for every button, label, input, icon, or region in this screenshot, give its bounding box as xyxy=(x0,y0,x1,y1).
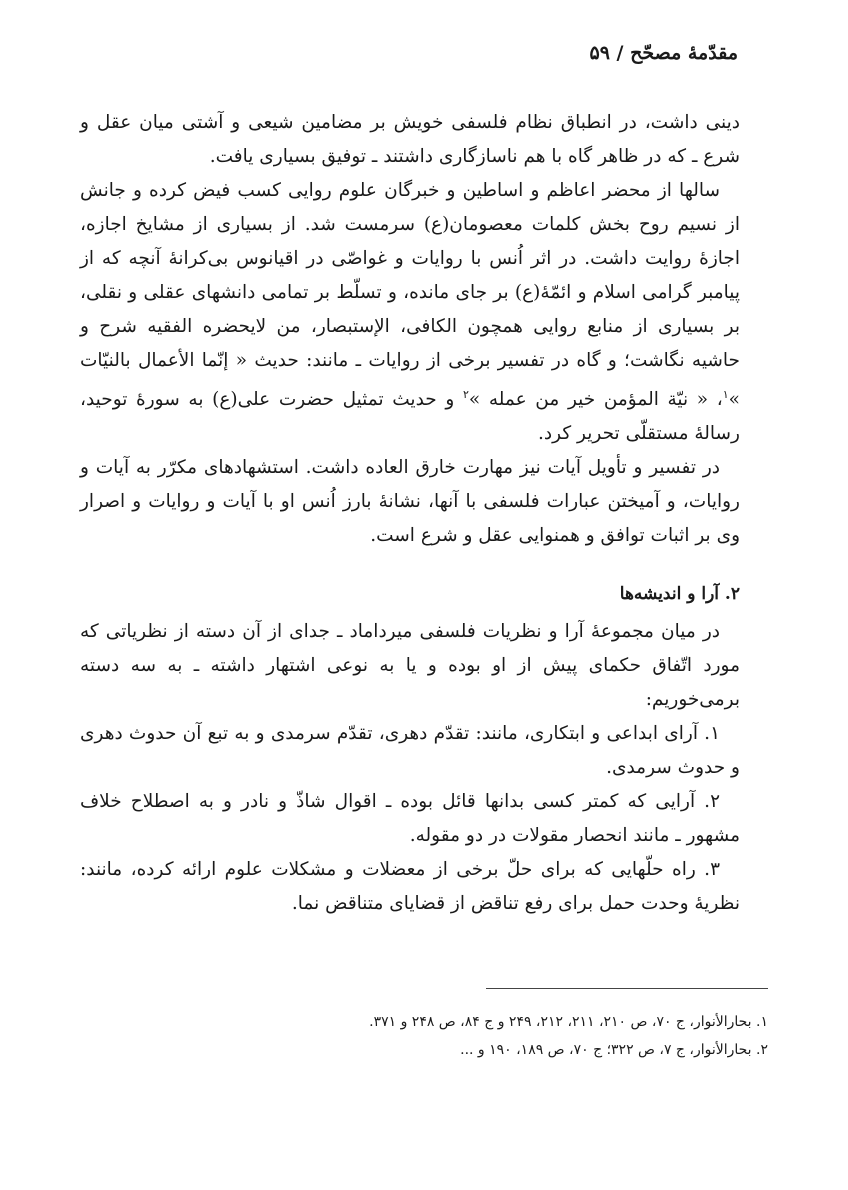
footnote-1: ۱. بحارالأنوار، ج ۷۰، ص ۲۱۰، ۲۱۱، ۲۱۲، ۲۴۹ و ج ۸۴، ص ۲۴۸ و ۳۷۱. xyxy=(369,1014,768,1030)
section-intro: در میان مجموعهٔ آرا و نظریات فلسفی میرداماد ـ جدای از آن دسته از نظریاتی که مورد اتّفاق حکمای پیش از او بوده و یا به نوعی اشتهار داشته ـ به سه دسته برمی‌خوریم: xyxy=(80,621,740,711)
footnote-ref-2: ۲ xyxy=(462,388,469,401)
footnotes xyxy=(168,1008,768,1064)
list-item-2: ۲. آرایی که کمتر کسی بدانها قائل بوده ـ اقوال شاذّ و نادر و به اصطلاح خلاف مشهور ـ مانند انحصار مقولات در دو مقوله. xyxy=(80,791,740,847)
section-heading: ۲. آرا و اندیشه‌ها xyxy=(619,584,740,605)
footnote-ref-1: ۱ xyxy=(722,388,729,401)
footnote-divider xyxy=(486,988,768,989)
paragraph-1: دینی داشت، در انطباق نظام فلسفی خویش بر مضامین شیعی و آشتی میان عقل و شرع ـ که در ظاهر گاه با هم ناسازگاری داشتند ـ توفیق بسیاری یافت. xyxy=(80,112,740,167)
paragraph-2 xyxy=(80,174,740,451)
paragraph-2-part-c: و حدیث تمثیل حضرت علی(ع) به سورهٔ توحید، رسالهٔ مستقلّی تحریر کرد. xyxy=(80,389,740,445)
paragraph-2-part-a: سالها از محضر اعاظم و اساطین و خبرگان علوم روایی کسب فیض کرده و جانش از نسیم روح بخش کلمات معصومان(ع) سرمست شد. از بسیاری از مشایخ اجازه، اجازهٔ روایت داشت. در اثر اُنس با روایات و غواصّی در اقیانوس بی‌کرانهٔ آنچه که از پیامبر گرامی اسلام و ائمّهٔ(ع) بر جای مانده، و تسلّط بر تمامی دانشهای عقلی و نقلی، بر بسیاری از منابع روایی همچون الکافی، الإستبصار، من لایحضره الفقیه شرح و حاشیه نگاشت؛ و گاه در تفسیر برخی از روایات ـ مانند: حدیث « إنّما الأعمال بالنیّات » xyxy=(80,180,740,411)
paragraph-3: در تفسیر و تأویل آیات نیز مهارت خارق العاده داشت. استشهادهای مکرّر به آیات و روایات، و آمیختن عبارات فلسفی با آنها، نشانهٔ بارز اُنس او با آیات و روایات و اصرار وی بر اثبات توافق و همنوایی عقل و شرع است. xyxy=(80,457,740,547)
paragraph-2-part-b: ، « نیّة المؤمن خیر من عمله » xyxy=(468,389,723,411)
running-header: مقدّمهٔ مصحّح / ۵۹ xyxy=(589,42,738,64)
main-text xyxy=(80,106,740,921)
list-item-3: ۳. راه حلّهایی که برای حلّ برخی از معضلات و مشکلات علوم ارائه کرده، مانند: نظریهٔ وحدت حمل برای رفع تناقض از قضایای متناقض نما. xyxy=(80,859,740,915)
footnote-2: ۲. بحارالأنوار، ج ۷، ص ۳۲۲؛ ج ۷۰، ص ۱۸۹، ۱۹۰ و ... xyxy=(460,1042,768,1058)
list-item-1: ۱. آرای ابداعی و ابتکاری، مانند: تقدّم دهری، تقدّم سرمدی و به تبع آن حدوث دهری و حدوث سرمدی. xyxy=(80,723,740,779)
